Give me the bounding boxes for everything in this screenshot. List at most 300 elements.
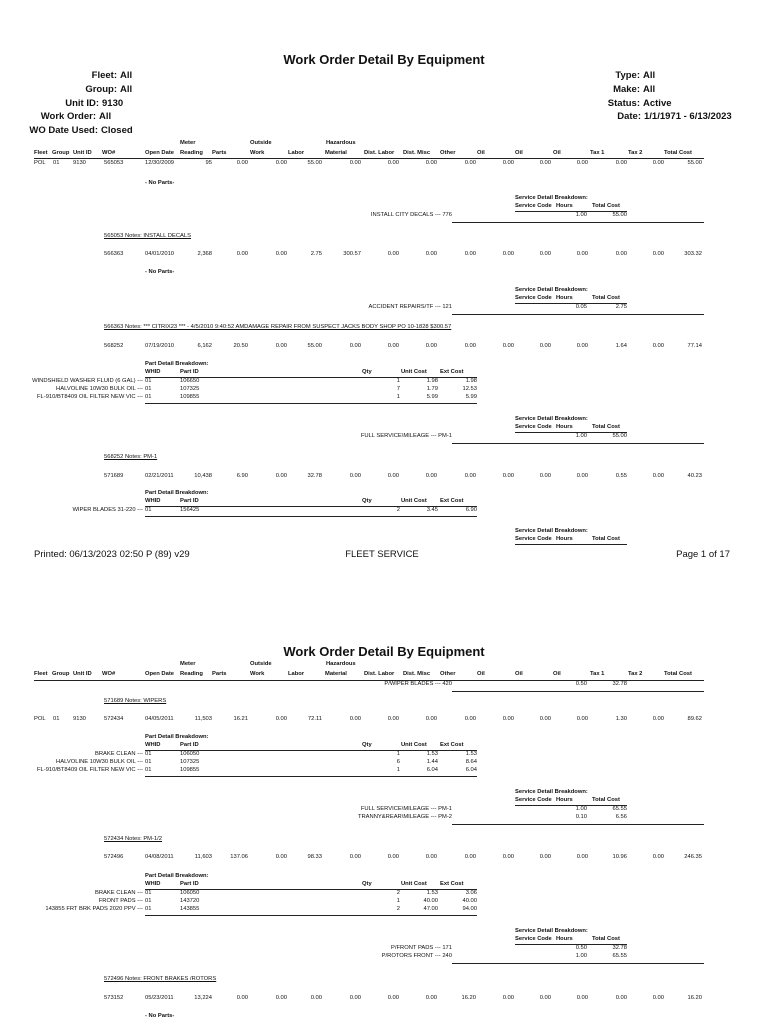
part-id: 107325: [180, 759, 200, 765]
cell-value: 16.20: [687, 995, 702, 1001]
service-col-code: Service Code: [515, 797, 552, 803]
wo-notes-572496: 572496 Notes: FRONT BRAKES /ROTORS: [104, 976, 217, 982]
cell-unit: 9130: [73, 160, 86, 166]
cell-value: 0.00: [576, 473, 588, 479]
report-title-page2: Work Order Detail By Equipment: [283, 644, 485, 659]
cell-value: 1.30: [615, 716, 627, 722]
cell-value: 98.33: [307, 854, 322, 860]
cell-value: 0.00: [349, 854, 361, 860]
cell-value: 0.00: [652, 716, 664, 722]
cell-value: 0.00: [615, 160, 627, 166]
cell-value: 0.00: [275, 473, 287, 479]
cell-value: 0.00: [387, 251, 399, 257]
cell-open-date: 04/05/2011: [145, 716, 174, 722]
cell-value: 0.00: [539, 251, 551, 257]
col-header: Open Date: [145, 671, 174, 677]
part-whid: 01: [145, 394, 152, 400]
part-qty: 1: [396, 767, 400, 773]
part-ext-cost: 94.00: [462, 906, 477, 912]
part-col-whid: WHID: [145, 498, 161, 504]
part-col-whid: WHID: [145, 369, 161, 375]
cell-value: 0.00: [539, 473, 551, 479]
cell-open-date: 07/19/2010: [145, 343, 175, 349]
service-col-code: Service Code: [515, 536, 552, 542]
part-ext-cost: 3.06: [465, 890, 477, 896]
part-id: 106650: [180, 378, 200, 384]
cell-reading: 10,438: [194, 473, 212, 479]
part-ext-cost: 1.98: [465, 378, 477, 384]
cell-value: 0.00: [576, 716, 588, 722]
cell-value: 137.06: [230, 854, 248, 860]
part-col-partid: Part ID: [180, 498, 199, 504]
col-top-outside: Outside: [250, 661, 272, 667]
col-top-outside: Outside: [250, 140, 272, 146]
service-col-code: Service Code: [515, 295, 552, 301]
cell-value: 0.00: [502, 473, 514, 479]
service-col-hours: Hours: [556, 424, 573, 430]
no-parts-label: - No Parts-: [145, 180, 175, 186]
service-col-total: Total Cost: [592, 797, 620, 803]
cell-value: 0.00: [539, 716, 551, 722]
cell-reading: 6,162: [197, 343, 212, 349]
cell-open-date: 04/08/2011: [145, 854, 174, 860]
wo-notes-572434: 572434 Notes: PM-1/2: [104, 836, 163, 842]
cell-value: 0.00: [502, 995, 514, 1001]
part-ext-cost: 8.64: [465, 759, 477, 765]
part-whid: 01: [145, 751, 152, 757]
part-qty: 2: [396, 507, 400, 513]
filter-fleet-label: Fleet:: [91, 70, 117, 81]
part-id: 106050: [180, 890, 200, 896]
cell-wo: 566363: [104, 251, 124, 257]
service-description: P/ROTORS FRONT --- 240: [381, 953, 452, 959]
part-ext-cost: 6.90: [465, 507, 477, 513]
part-id: 107325: [180, 386, 200, 392]
service-total-cost: 55.00: [612, 433, 627, 439]
cell-value: 0.00: [349, 716, 361, 722]
rule-line: [515, 805, 627, 806]
part-col-partid: Part ID: [180, 881, 199, 887]
service-total-cost: 65.55: [612, 953, 627, 959]
filter-date-label: Date:: [617, 111, 641, 122]
service-col-hours: Hours: [556, 536, 573, 542]
cell-value: 0.00: [652, 251, 664, 257]
cell-value: 0.00: [502, 343, 514, 349]
cell-reading: 95: [205, 160, 212, 166]
service-breakdown-heading: Service Detail Breakdown:: [515, 195, 588, 201]
service-total-cost: 32.78: [612, 945, 627, 951]
part-ext-cost: 12.53: [462, 386, 477, 392]
service-col-code: Service Code: [515, 424, 552, 430]
filter-date-value: 1/1/1971 - 6/13/2023: [644, 111, 732, 122]
col-header: Material: [325, 150, 347, 156]
cell-value: 0.00: [310, 995, 322, 1001]
cell-value: 0.00: [425, 473, 437, 479]
filter-type-value: All: [643, 70, 656, 81]
service-hours: 1.00: [575, 953, 587, 959]
part-col-partid: Part ID: [180, 742, 199, 748]
part-name: FRONT PADS ---: [98, 898, 143, 904]
col-header: Group: [52, 150, 70, 156]
service-hours: 1.00: [575, 212, 587, 218]
cell-value: 0.55: [615, 473, 627, 479]
cell-value: 0.00: [425, 160, 437, 166]
cell-wo: 572434: [104, 716, 124, 722]
part-id: 109855: [180, 767, 200, 773]
service-col-hours: Hours: [556, 203, 573, 209]
cell-value: 0.00: [275, 995, 287, 1001]
rule-line: [452, 963, 704, 964]
part-col-qty: Qty: [362, 881, 372, 887]
col-header: Tax 2: [628, 150, 643, 156]
cell-value: 2.75: [310, 251, 322, 257]
cell-value: 0.00: [576, 343, 588, 349]
cell-value: 0.00: [576, 995, 588, 1001]
header-rule: [34, 158, 704, 159]
part-whid: 01: [145, 378, 152, 384]
col-header: Open Date: [145, 150, 174, 156]
cell-value: 0.00: [502, 854, 514, 860]
service-breakdown-heading: Service Detail Breakdown:: [515, 928, 588, 934]
service-hours: 0.10: [575, 814, 587, 820]
cell-value: 0.00: [576, 251, 588, 257]
col-header: Dist. Labor: [364, 150, 395, 156]
rule-line: [145, 403, 477, 404]
part-col-unit-cost: Unit Cost: [401, 369, 427, 375]
part-qty: 6: [396, 759, 400, 765]
no-parts-label: - No Parts-: [145, 269, 175, 275]
col-header: Oil: [477, 671, 485, 677]
cell-value: 0.00: [464, 343, 476, 349]
part-name: FL-910/BT8409 OIL FILTER NEW VIC ---: [37, 767, 143, 773]
part-name: HALVOLINE 10W30 BULK OIL ---: [56, 386, 143, 392]
part-col-whid: WHID: [145, 881, 161, 887]
cell-value: 1.64: [615, 343, 627, 349]
service-total-cost: 65.55: [612, 806, 627, 812]
col-header: Material: [325, 671, 347, 677]
part-qty: 2: [396, 906, 400, 912]
cell-value: 0.00: [236, 995, 248, 1001]
cell-reading: 11,603: [194, 854, 212, 860]
cell-value: 0.00: [576, 854, 588, 860]
part-col-unit-cost: Unit Cost: [401, 881, 427, 887]
filter-group-label: Group:: [85, 84, 117, 95]
cell-value: 55.00: [687, 160, 702, 166]
part-unit-cost: 3.45: [426, 507, 438, 513]
col-header: Unit ID: [73, 671, 92, 677]
part-col-partid: Part ID: [180, 369, 199, 375]
wo-notes-565053: 565053 Notes: INSTALL DECALS: [104, 233, 191, 239]
service-breakdown-heading: Service Detail Breakdown:: [515, 416, 588, 422]
cell-value: 0.00: [615, 995, 627, 1001]
part-col-qty: Qty: [362, 369, 372, 375]
cell-value: 0.00: [387, 854, 399, 860]
part-whid: 01: [145, 507, 152, 513]
part-unit-cost: 6.04: [426, 767, 438, 773]
col-header: Dist. Labor: [364, 671, 395, 677]
cell-unit: 9130: [73, 716, 86, 722]
cell-value: 0.00: [652, 854, 664, 860]
col-top-hazardous: Hazardous: [326, 661, 356, 667]
cell-value: 0.00: [236, 160, 248, 166]
cell-value: 0.00: [502, 251, 514, 257]
cell-value: 0.00: [349, 995, 361, 1001]
part-qty: 1: [396, 751, 400, 757]
col-header: Oil: [553, 671, 561, 677]
service-description: FULL SERVICE\MILEAGE --- PM-1: [360, 433, 452, 439]
cell-value: 0.00: [275, 251, 287, 257]
cell-value: 0.00: [464, 251, 476, 257]
cell-value: 0.00: [539, 995, 551, 1001]
service-total-cost: 32.78: [612, 681, 627, 687]
col-header: Fleet: [34, 671, 48, 677]
cell-value: 0.00: [539, 160, 551, 166]
part-name: BRAKE CLEAN ---: [95, 890, 143, 896]
cell-value: 55.00: [307, 343, 322, 349]
part-id: 143720: [180, 898, 200, 904]
col-header: Oil: [477, 150, 485, 156]
part-breakdown-heading: Part Detail Breakdown:: [145, 873, 209, 879]
filter-workorder-value: All: [99, 111, 112, 122]
part-id: 109855: [180, 394, 200, 400]
service-description: INSTALL CITY DECALS --- 776: [370, 212, 452, 218]
service-description: FULL SERVICE\MILEAGE --- PM-1: [360, 806, 452, 812]
cell-value: 0.00: [275, 854, 287, 860]
col-header: Labor: [288, 671, 305, 677]
part-whid: 01: [145, 906, 152, 912]
col-header: Total Cost: [664, 150, 692, 156]
cell-value: 0.00: [425, 716, 437, 722]
cell-value: 77.14: [687, 343, 702, 349]
service-col-code: Service Code: [515, 203, 552, 209]
service-hours: 0.50: [575, 945, 587, 951]
cell-value: 10.96: [612, 854, 627, 860]
cell-wo: 568252: [104, 343, 124, 349]
part-qty: 2: [396, 890, 400, 896]
col-header: Oil: [515, 150, 523, 156]
cell-value: 16.20: [461, 995, 476, 1001]
part-col-unit-cost: Unit Cost: [401, 498, 427, 504]
cell-value: 20.50: [233, 343, 248, 349]
report-title: Work Order Detail By Equipment: [283, 52, 485, 67]
col-header: Other: [440, 671, 456, 677]
filter-unit-value: 9130: [102, 98, 124, 109]
col-top-hazardous: Hazardous: [326, 140, 356, 146]
filter-wodate-value: Closed: [101, 125, 133, 136]
cell-value: 300.57: [343, 251, 361, 257]
footer-center: FLEET SERVICE: [345, 549, 419, 560]
col-header: Oil: [553, 150, 561, 156]
rule-line: [452, 691, 704, 692]
cell-value: 0.00: [425, 251, 437, 257]
cell-group: 01: [53, 716, 60, 722]
part-whid: 01: [145, 386, 152, 392]
cell-value: 0.00: [502, 716, 514, 722]
col-header: Dist. Misc: [403, 671, 431, 677]
cell-reading: 11,503: [194, 716, 212, 722]
filter-unit-label: Unit ID:: [65, 98, 99, 109]
part-col-unit-cost: Unit Cost: [401, 742, 427, 748]
col-header: Parts: [212, 671, 227, 677]
cell-value: 0.00: [275, 343, 287, 349]
cell-reading: 13,224: [194, 995, 212, 1001]
filter-fleet-value: All: [120, 70, 133, 81]
part-col-ext-cost: Ext Cost: [440, 881, 464, 887]
cell-value: 0.00: [349, 473, 361, 479]
part-id: 156425: [180, 507, 200, 513]
cell-value: 303.32: [684, 251, 702, 257]
filter-wodate-label: WO Date Used:: [29, 125, 98, 136]
cell-fleet: POL: [34, 160, 46, 166]
cell-reading: 2,368: [197, 251, 212, 257]
service-col-total: Total Cost: [592, 424, 620, 430]
part-id: 143855: [180, 906, 200, 912]
part-whid: 01: [145, 898, 152, 904]
service-col-hours: Hours: [556, 797, 573, 803]
cell-wo: 565053: [104, 160, 124, 166]
cell-open-date: 04/01/2010: [145, 251, 175, 257]
col-header: Fleet: [34, 150, 48, 156]
col-top-meter: Meter: [180, 661, 196, 667]
col-header: Labor: [288, 150, 305, 156]
service-col-total: Total Cost: [592, 295, 620, 301]
col-header: Other: [440, 150, 456, 156]
cell-value: 0.00: [464, 160, 476, 166]
cell-value: 89.62: [687, 716, 702, 722]
col-header: Tax 2: [628, 671, 643, 677]
part-ext-cost: 40.00: [462, 898, 477, 904]
part-col-ext-cost: Ext Cost: [440, 742, 464, 748]
part-breakdown-heading: Part Detail Breakdown:: [145, 490, 209, 496]
part-col-qty: Qty: [362, 742, 372, 748]
rule-line: [515, 432, 627, 433]
col-header: WO#: [102, 150, 116, 156]
cell-value: 0.00: [387, 995, 399, 1001]
rule-line: [452, 824, 704, 825]
part-name: FL-910/BT8409 OIL FILTER NEW VIC ---: [37, 394, 143, 400]
rule-line: [145, 915, 477, 916]
service-hours: 0.50: [575, 681, 587, 687]
cell-value: 0.00: [387, 716, 399, 722]
cell-value: 0.00: [464, 854, 476, 860]
part-qty: 1: [396, 378, 400, 384]
cell-value: 0.00: [275, 716, 287, 722]
part-qty: 1: [396, 394, 400, 400]
part-ext-cost: 1.53: [465, 751, 477, 757]
cell-value: 0.00: [539, 343, 551, 349]
part-name: HALVOLINE 10W30 BULK OIL ---: [56, 759, 143, 765]
service-col-total: Total Cost: [592, 536, 620, 542]
col-header: Tax 1: [590, 671, 605, 677]
wo-notes-568252: 568252 Notes: PM-1: [104, 454, 158, 460]
cell-value: 0.00: [576, 160, 588, 166]
service-hours: 0.05: [575, 304, 587, 310]
cell-open-date: 12/30/2009: [145, 160, 175, 166]
cell-wo: 571689: [104, 473, 124, 479]
part-breakdown-heading: Part Detail Breakdown:: [145, 361, 209, 367]
col-top-meter: Meter: [180, 140, 196, 146]
cell-value: 0.00: [236, 251, 248, 257]
col-header: Work: [250, 671, 265, 677]
cell-value: 0.00: [652, 160, 664, 166]
col-header: Unit ID: [73, 150, 92, 156]
part-whid: 01: [145, 767, 152, 773]
part-unit-cost: 47.00: [423, 906, 438, 912]
header-rule: [34, 680, 704, 681]
service-hours: 1.00: [575, 806, 587, 812]
cell-value: 0.00: [387, 473, 399, 479]
col-header: Work: [250, 150, 265, 156]
cell-value: 6.90: [236, 473, 248, 479]
col-header: Oil: [515, 671, 523, 677]
cell-value: 0.00: [387, 343, 399, 349]
part-unit-cost: 1.53: [426, 751, 438, 757]
service-col-total: Total Cost: [592, 203, 620, 209]
part-unit-cost: 1.79: [426, 386, 438, 392]
part-ext-cost: 6.04: [465, 767, 477, 773]
service-description: P/WIPER BLADES --- 420: [384, 681, 452, 687]
service-description: TRANNY&REAR\MILEAGE --- PM-2: [357, 814, 452, 820]
filter-workorder-label: Work Order:: [40, 111, 96, 122]
service-col-hours: Hours: [556, 295, 573, 301]
cell-value: 72.11: [307, 716, 322, 722]
part-col-qty: Qty: [362, 498, 372, 504]
part-whid: 01: [145, 890, 152, 896]
wo-notes-566363: 566363 Notes: *** CITRIX23 *** - 4/5/2010 9:40:52 AMDAMAGE REPAIR FROM SUSPECT JACKS BODY SHOP PO 10-1828 $300.57: [104, 324, 452, 330]
part-unit-cost: 1.44: [426, 759, 438, 765]
cell-wo: 573152: [104, 995, 124, 1001]
cell-value: 0.00: [425, 995, 437, 1001]
part-breakdown-heading: Part Detail Breakdown:: [145, 734, 209, 740]
col-header: Tax 1: [590, 150, 605, 156]
cell-value: 55.00: [307, 160, 322, 166]
rule-line: [452, 314, 704, 315]
part-col-ext-cost: Ext Cost: [440, 498, 464, 504]
filter-type-label: Type:: [615, 70, 640, 81]
filter-make-label: Make:: [613, 84, 640, 95]
cell-value: 0.00: [387, 160, 399, 166]
filter-group-value: All: [120, 84, 133, 95]
cell-value: 40.23: [687, 473, 702, 479]
rule-line: [515, 211, 627, 212]
cell-value: 0.00: [652, 473, 664, 479]
filter-make-value: All: [643, 84, 656, 95]
part-qty: 1: [396, 898, 400, 904]
col-header: Group: [52, 671, 70, 677]
service-col-code: Service Code: [515, 936, 552, 942]
cell-value: 0.00: [615, 251, 627, 257]
col-header: Parts: [212, 150, 227, 156]
filter-status-value: Active: [643, 98, 672, 109]
cell-value: 0.00: [652, 343, 664, 349]
cell-value: 0.00: [464, 716, 476, 722]
no-parts-label: - No Parts-: [145, 1013, 175, 1019]
rule-line: [145, 516, 477, 517]
service-col-hours: Hours: [556, 936, 573, 942]
col-header: WO#: [102, 671, 116, 677]
service-breakdown-heading: Service Detail Breakdown:: [515, 789, 588, 795]
cell-value: 0.00: [464, 473, 476, 479]
cell-open-date: 05/23/2011: [145, 995, 174, 1001]
part-col-ext-cost: Ext Cost: [440, 369, 464, 375]
cell-value: 0.00: [539, 854, 551, 860]
part-whid: 01: [145, 759, 152, 765]
footer-page: Page 1 of 17: [676, 549, 730, 560]
rule-line: [452, 222, 704, 223]
service-total-cost: 2.75: [615, 304, 627, 310]
cell-value: 16.21: [233, 716, 248, 722]
rule-line: [452, 443, 704, 444]
